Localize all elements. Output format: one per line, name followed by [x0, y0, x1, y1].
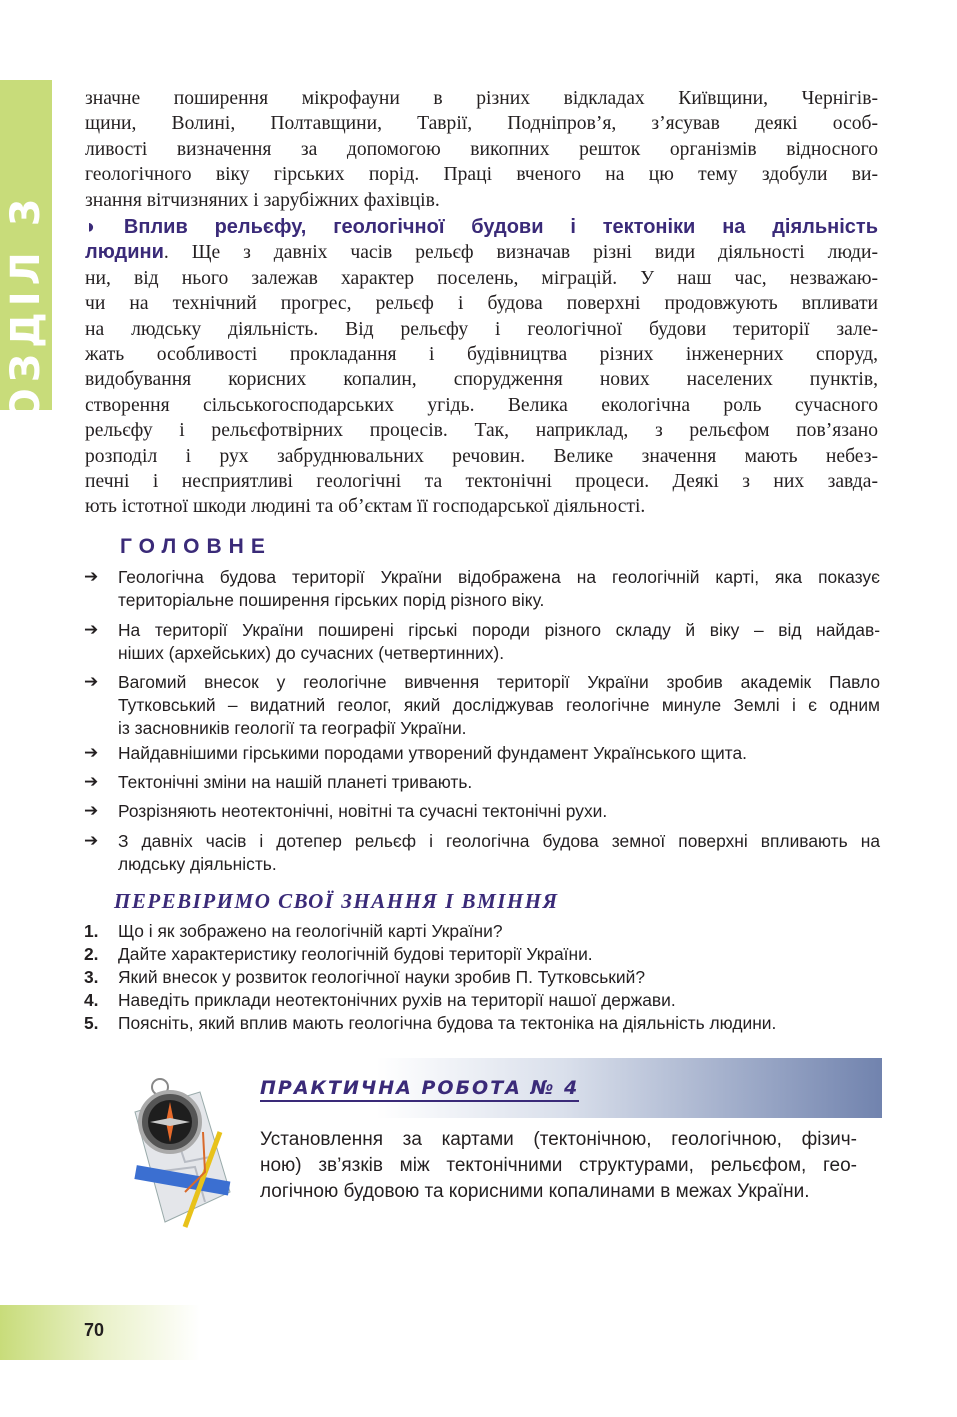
summary-point-line: територіальне поширення гірських порід різного віку.: [118, 590, 545, 610]
question-number: 4.: [84, 990, 99, 1010]
body-line: геологічного віку гірських порід. Праці вченого на цю тему здобули ви-: [85, 164, 878, 186]
summary-heading: ГОЛОВНЕ: [120, 535, 272, 558]
question-text: Дайте характеристику геологічній будові території України.: [118, 944, 593, 964]
subheading-text: ◗ Вплив рельєфу, геологічної будови і тектоніки на діяльність: [85, 216, 878, 238]
section-subheading: [85, 215, 878, 240]
body-line: на людську діяльність. Від рельєфу і геологічної будови території зале-: [85, 318, 878, 340]
summary-point-line: На території України поширені гірські породи різного складу й віку – від найдав-: [118, 620, 880, 640]
arrow-right-icon: ➔: [84, 620, 99, 640]
body-text: . Ще з давніх часів рельєф визначав різні види діяльності люди-: [163, 242, 878, 264]
arrow-right-icon: ➔: [84, 801, 99, 821]
question-number: 1.: [84, 921, 99, 941]
question-number: 5.: [84, 1013, 99, 1033]
summary-point-line: Розрізняють неотектонічні, новітні та сучасні тектонічні рухи.: [118, 801, 608, 821]
summary-point-line: Тектонічні зміни на нашій планеті тривають.: [118, 772, 473, 792]
body-line: значне поширення мікрофауни в різних відкладах Київщини, Чернігів-: [85, 88, 878, 109]
body-line: ни, від нього залежав характер поселень, міграцій. У наш час, незважаю-: [85, 267, 878, 289]
practical-title: ПРАКТИЧНА РОБОТА № 4: [260, 1076, 579, 1102]
chapter-label: РОЗДІЛ 3: [3, 192, 49, 458]
body-line: чи на технічний прогрес, рельєф і будова поверхні продовжують впливати: [85, 293, 878, 315]
body-line: рельєфу і рельєфотвірних процесів. Так, наприклад, з рельєфом пов’язано: [85, 420, 878, 442]
summary-point-line: людську діяльність.: [118, 854, 277, 874]
body-line: жать особливості прокладання і будівництва різних інженерних споруд,: [85, 344, 878, 365]
summary-point-line: Тутковський – видатний геолог, який досліджував геологічне минуле Землі і є одним: [118, 695, 880, 715]
summary-point-line: Геологічна будова території України відображена на геологічній карті, яка показує: [118, 567, 880, 587]
body-line: знання вітчизняних і зарубіжних фахівців.: [85, 189, 440, 211]
question-number: 3.: [84, 967, 99, 987]
question-number: 2.: [84, 944, 99, 964]
practical-line: ною) зв’язків між тектонічними структурами, рельєфом, гео-: [260, 1155, 857, 1176]
body-line: розподіл і рух забруднювальних речовин. Велике значення мають небез-: [85, 445, 878, 467]
summary-point-line: Вагомий внесок у геологічне вивчення території України зробив академік Павло: [118, 672, 880, 692]
body-line: видобування корисних копалин, спорудження нових населених пунктів,: [85, 369, 878, 391]
body-line: створення сільськогосподарських угідь. Велика екологічна роль сучасного: [85, 394, 878, 416]
subheading-text: людини: [85, 241, 164, 264]
arrow-right-icon: ➔: [84, 772, 99, 792]
practical-line: логічною будовою та корисними копалинами в межах України.: [260, 1181, 810, 1202]
summary-point-line: З давніх часів і дотепер рельєф і геологічна будова земної поверхні впливають на: [118, 831, 880, 851]
body-line: ють істотної шкоди людині та об’єктам її господарської діяльності.: [85, 496, 646, 518]
summary-point-line: із засновників геології та географії України.: [118, 718, 467, 738]
arrow-right-icon: ➔: [84, 743, 99, 763]
question-text: Наведіть приклади неотектонічних рухів на території нашої держави.: [118, 990, 676, 1010]
arrow-right-icon: ➔: [84, 567, 99, 587]
arrow-right-icon: ➔: [84, 831, 99, 851]
question-text: Поясніть, який вплив мають геологічна будова та тектоніка на діяльність людини.: [118, 1013, 777, 1033]
body-line: ливості визначення за допомогою викопних решток організмів відносного: [85, 138, 878, 160]
practical-line: Установлення за картами (тектонічною, геологічною, фізич-: [260, 1129, 857, 1150]
arrow-right-icon: ➔: [84, 672, 99, 692]
body-line: щини, Волині, Полтавщини, Таврії, Подніпров’я, з’ясував деякі особ-: [85, 113, 878, 135]
compass-map-icon: [115, 1072, 245, 1232]
questions-heading: ПЕРЕВІРИМО СВОЇ ЗНАННЯ І ВМІННЯ: [114, 889, 559, 913]
chapter-sidebar: [0, 80, 52, 458]
question-text: Який внесок у розвиток геологічної науки зробив П. Тутковський?: [118, 967, 646, 987]
page-number: 70: [84, 1320, 105, 1340]
body-line: печні і несприятливі геологічні та тектонічні процеси. Деякі з них завда-: [85, 471, 878, 492]
body-line: [85, 240, 878, 265]
summary-point-line: ніших (архейських) до сучасних (четвертинних).: [118, 643, 505, 663]
summary-point-line: Найдавнішими гірськими породами утворений фундамент Українського щита.: [118, 743, 747, 763]
question-text: Що і як зображено на геологічній карті України?: [118, 921, 503, 941]
